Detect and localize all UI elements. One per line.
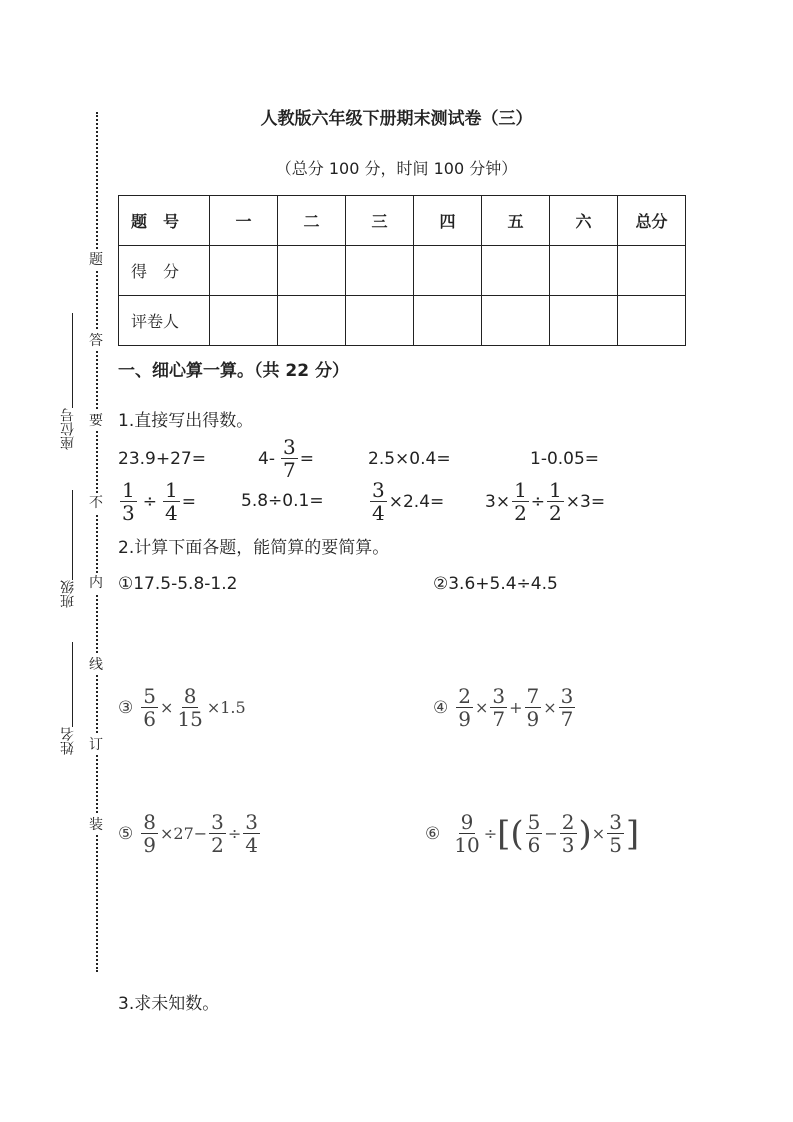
score-cell[interactable]: [414, 246, 482, 296]
problem-number: ④: [433, 697, 449, 718]
problem-number: ⑥: [425, 823, 441, 844]
oral-calc-item: [118, 480, 196, 523]
oral-calc-item: [258, 437, 314, 480]
binding-char: 答: [89, 333, 103, 349]
calc-problem: [425, 812, 639, 855]
grader-cell[interactable]: [550, 296, 618, 346]
expression-text: ×1.5: [206, 698, 246, 717]
score-table-header: 题 号: [119, 196, 210, 246]
score-table: [118, 195, 686, 346]
bracket-close: ]: [625, 813, 640, 854]
page-subtitle: （总分 100 分，时间 100 分钟）: [275, 159, 518, 178]
question-label: 2.计算下面各题，能简算的要简算。: [118, 538, 390, 558]
section-heading: 一、细心算一算。（共 22 分）: [118, 361, 349, 381]
fraction: $\frac{8}{15}$: [177, 684, 203, 731]
fraction: $\frac{9}{10}$: [454, 810, 480, 857]
binding-dotted-line: [96, 112, 98, 972]
fraction: $\frac{3}{4}$: [245, 810, 259, 857]
expression-text: ×27−: [159, 824, 208, 843]
grader-cell[interactable]: [482, 296, 550, 346]
class-label: 班级: [60, 580, 76, 608]
score-row-label: 评卷人: [119, 296, 210, 346]
oral-calc-item: 5.8÷0.1=: [241, 491, 324, 511]
fraction: $\frac{5}{6}$: [143, 684, 156, 731]
score-table-row: [119, 246, 686, 296]
binding-char: 不: [89, 495, 103, 511]
binding-char: 线: [89, 657, 103, 673]
operator: ×: [474, 698, 489, 717]
operator: ×: [543, 698, 557, 717]
score-cell[interactable]: [210, 246, 278, 296]
oral-calc-item: [368, 480, 444, 523]
score-table-header: 五: [482, 196, 550, 246]
grader-cell[interactable]: [618, 296, 686, 346]
name-line: [72, 642, 73, 727]
oral-calc-item: [485, 480, 605, 523]
fraction: $\frac{7}{9}$: [526, 684, 540, 731]
oral-calc-item: 1-0.05=: [530, 449, 600, 469]
fraction: $\frac{2}{9}$: [458, 684, 471, 731]
calc-problem: [118, 686, 246, 729]
operator: ÷: [483, 824, 498, 843]
page-title: 人教版六年级下册期末测试卷（三）: [260, 109, 533, 129]
name-label: 姓名: [60, 727, 76, 755]
operator: ×: [159, 698, 174, 717]
grader-cell[interactable]: [346, 296, 414, 346]
problem-number: ③: [118, 697, 134, 718]
score-table-row: [119, 296, 686, 346]
question-label: 3.求未知数。: [118, 994, 220, 1014]
oral-calc-text: ×2.4=: [388, 491, 445, 512]
operator: +: [509, 698, 523, 717]
operator: −: [544, 824, 558, 843]
fraction: $\frac{1}{2}$: [549, 478, 562, 525]
score-row-label: 得 分: [119, 246, 210, 296]
score-table-header: 六: [550, 196, 618, 246]
bracket-open: [(: [497, 813, 524, 854]
fraction: $\frac{3}{4}$: [372, 478, 385, 525]
score-table-header: 二: [278, 196, 346, 246]
fraction: $\frac{1}{3}$: [122, 478, 135, 525]
fraction: $\frac{2}{3}$: [561, 810, 575, 857]
binding-char: 装: [89, 817, 103, 833]
fraction: $\frac{1}{4}$: [164, 478, 178, 525]
class-line: [72, 490, 73, 580]
oral-calc-item: 2.5×0.4=: [368, 449, 451, 469]
fraction: $\frac{1}{2}$: [514, 478, 527, 525]
operator: ÷: [142, 491, 157, 512]
fraction: $\frac{3}{5}$: [609, 810, 622, 857]
grader-cell[interactable]: [210, 296, 278, 346]
score-cell[interactable]: [482, 246, 550, 296]
grader-cell[interactable]: [414, 296, 482, 346]
score-cell[interactable]: [346, 246, 414, 296]
oral-calc-item: 23.9+27=: [118, 449, 206, 469]
question-label: 1.直接写出得数。: [118, 411, 254, 431]
score-table-header-row: [119, 196, 686, 246]
score-table-header: 总分: [618, 196, 686, 246]
fraction: $\frac{3}{7}$: [492, 684, 506, 731]
grader-cell[interactable]: [278, 296, 346, 346]
oral-calc-text: 3×: [485, 491, 511, 512]
score-table-header: 三: [346, 196, 414, 246]
seat-number-line: [72, 313, 73, 408]
paren-close: ): [578, 813, 592, 854]
operator: ×: [591, 824, 606, 843]
calc-problem: [118, 812, 262, 855]
binding-char: 订: [89, 737, 103, 753]
oral-calc-text: =: [299, 448, 314, 469]
score-table-header: 一: [210, 196, 278, 246]
score-cell[interactable]: [278, 246, 346, 296]
score-cell[interactable]: [618, 246, 686, 296]
operator: ÷: [530, 491, 546, 512]
score-table-header: 四: [414, 196, 482, 246]
calc-problem: [433, 686, 577, 729]
fraction: $\frac{8}{9}$: [143, 810, 156, 857]
problem-number: ⑤: [118, 823, 134, 844]
fraction: $\frac{3}{7}$: [560, 684, 574, 731]
calc-problem: ①17.5-5.8-1.2: [118, 574, 238, 594]
operator: ÷: [227, 824, 242, 843]
binding-char: 内: [89, 575, 103, 591]
seat-number-label: 座位号: [60, 408, 76, 450]
oral-calc-text: 4-: [258, 448, 275, 469]
fraction: $\frac{5}{6}$: [527, 810, 541, 857]
score-cell[interactable]: [550, 246, 618, 296]
oral-calc-text: =: [181, 491, 196, 512]
oral-calc-text: ×3=: [565, 491, 606, 512]
binding-char: 要: [89, 413, 103, 429]
fraction: $\frac{3}{2}$: [211, 810, 224, 857]
calc-problem: ②3.6+5.4÷4.5: [433, 574, 558, 594]
fraction: $\frac{3}{7}$: [282, 435, 296, 482]
binding-char: 题: [89, 252, 103, 268]
